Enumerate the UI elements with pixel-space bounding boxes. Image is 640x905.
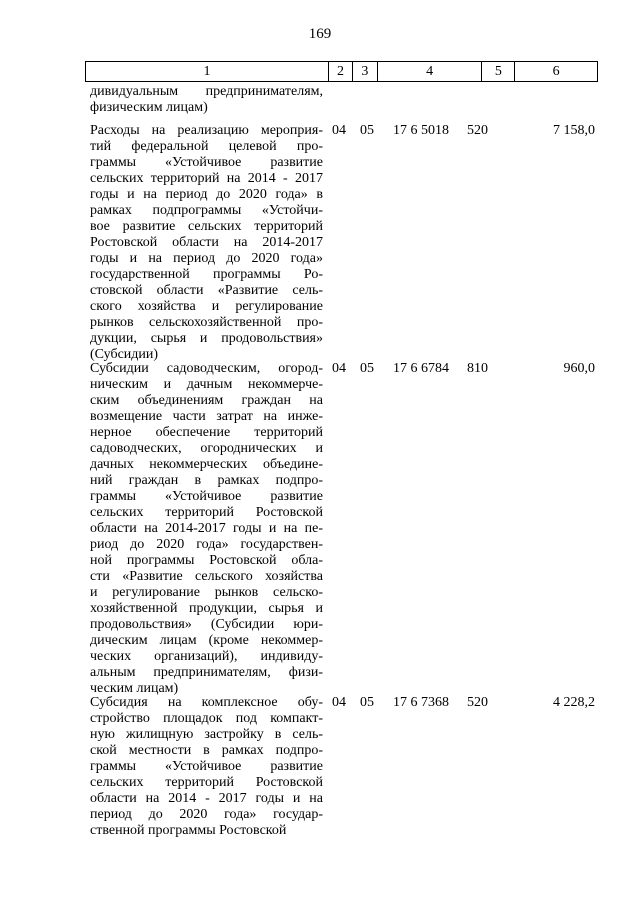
description-line: граммы «Устойчивое развитие	[90, 759, 323, 774]
amount: 4 228,2	[553, 695, 595, 710]
expense-type-code: 520	[467, 123, 488, 138]
description-line: ческим лицам)	[90, 681, 179, 696]
subsection-code: 05	[360, 695, 374, 710]
header-col-6: 6	[552, 64, 560, 79]
header-col-2: 2	[329, 62, 353, 81]
description-line: нерное обеспечение территорий	[90, 425, 323, 440]
description-line: Субсидия на комплексное обу-	[90, 695, 323, 710]
section-code: 04	[332, 695, 346, 710]
subsection-code: 05	[360, 361, 374, 376]
header-col-1: 1	[86, 62, 329, 81]
description-line: Ростовской области на 2014-2017	[90, 235, 323, 250]
description-line: хозяйственной продукции, сырья и	[90, 601, 323, 616]
target-article-code: 17 6 7368	[393, 695, 449, 710]
description-line: дачных некоммерческих объедине-	[90, 457, 323, 472]
description-line: дическим лицам (кроме некоммер-	[90, 633, 323, 648]
description-line: ским объединениям граждан на	[90, 393, 323, 408]
description-line: области на 2014-2017 годы и на пе-	[90, 521, 323, 536]
description-line: рамках подпрограммы «Устойчи-	[90, 203, 323, 218]
description-line: граммы «Устойчивое развитие	[90, 155, 323, 170]
amount: 960,0	[563, 361, 595, 376]
description-line: сельских территорий на 2014 - 2017	[90, 171, 323, 186]
description-line: рынков сельскохозяйственной про-	[90, 315, 323, 330]
description-line: период до 2020 года» государ-	[90, 807, 323, 822]
description-line: Субсидии садоводческим, огород-	[90, 361, 323, 376]
section-code: 04	[332, 361, 346, 376]
section-code: 04	[332, 123, 346, 138]
description-line: Расходы на реализацию мероприя-	[90, 123, 323, 138]
description-line: ной программы Ростовской обла-	[90, 553, 323, 568]
description-line: ской местности в рамках подпро-	[90, 743, 323, 758]
expense-type-code: 520	[467, 695, 488, 710]
subsection-code: 05	[360, 123, 374, 138]
description-line: и регулирование рынков сельско-	[90, 585, 323, 600]
description-line: сти «Развитие сельского хозяйства	[90, 569, 323, 584]
description-line: стовской области «Развитие сель-	[90, 283, 323, 298]
description-line: ническим и дачным некоммерче-	[90, 377, 323, 392]
description-line: риод до 2020 года» государствен-	[90, 537, 323, 552]
description-line: сельских территорий Ростовской	[90, 505, 323, 520]
row-description	[90, 361, 323, 697]
table-header	[85, 61, 598, 82]
description-line: государственной программы Ро-	[90, 267, 323, 282]
row-description	[90, 84, 323, 116]
description-line: ческих организаций), индивиду-	[90, 649, 323, 664]
header-col-3: 3	[353, 62, 378, 81]
description-line: годы и на период до 2020 года» в	[90, 187, 323, 202]
description-line: дивидуальным предпринимателям,	[90, 84, 323, 99]
description-line: физическим лицам)	[90, 100, 208, 115]
description-line: сельских территорий Ростовской	[90, 775, 323, 790]
description-line: граммы «Устойчивое развитие	[90, 489, 323, 504]
description-line: стройство площадок под компакт-	[90, 711, 323, 726]
row-description	[90, 123, 323, 363]
header-col-5: 5	[482, 62, 515, 81]
description-line: ний граждан в рамках подпро-	[90, 473, 323, 488]
description-line: садоводческих, огороднических и	[90, 441, 323, 456]
description-line: ную жилищную застройку в сель-	[90, 727, 323, 742]
description-line: тий федеральной целевой про-	[90, 139, 323, 154]
description-line: области на 2014 - 2017 годы и на	[90, 791, 323, 806]
description-line: ственной программы Ростовской	[90, 823, 287, 838]
row-description	[90, 695, 323, 839]
description-line: дукции, сырья и продовольствия»	[90, 331, 323, 346]
target-article-code: 17 6 5018	[393, 123, 449, 138]
description-line: продовольствия» (Субсидии юри-	[90, 617, 323, 632]
description-line: (Субсидии)	[90, 347, 159, 362]
header-col-4: 4	[378, 62, 483, 81]
description-line: годы и на период до 2020 года»	[90, 251, 323, 266]
expense-type-code: 810	[467, 361, 488, 376]
description-line: ского хозяйства и регулирование	[90, 299, 323, 314]
description-line: возмещение части затрат на инже-	[90, 409, 323, 424]
target-article-code: 17 6 6784	[393, 361, 449, 376]
amount: 7 158,0	[553, 123, 595, 138]
description-line: вое развитие сельских территорий	[90, 219, 323, 234]
page-number: 169	[308, 26, 332, 42]
description-line: альным предпринимателям, физи-	[90, 665, 323, 680]
